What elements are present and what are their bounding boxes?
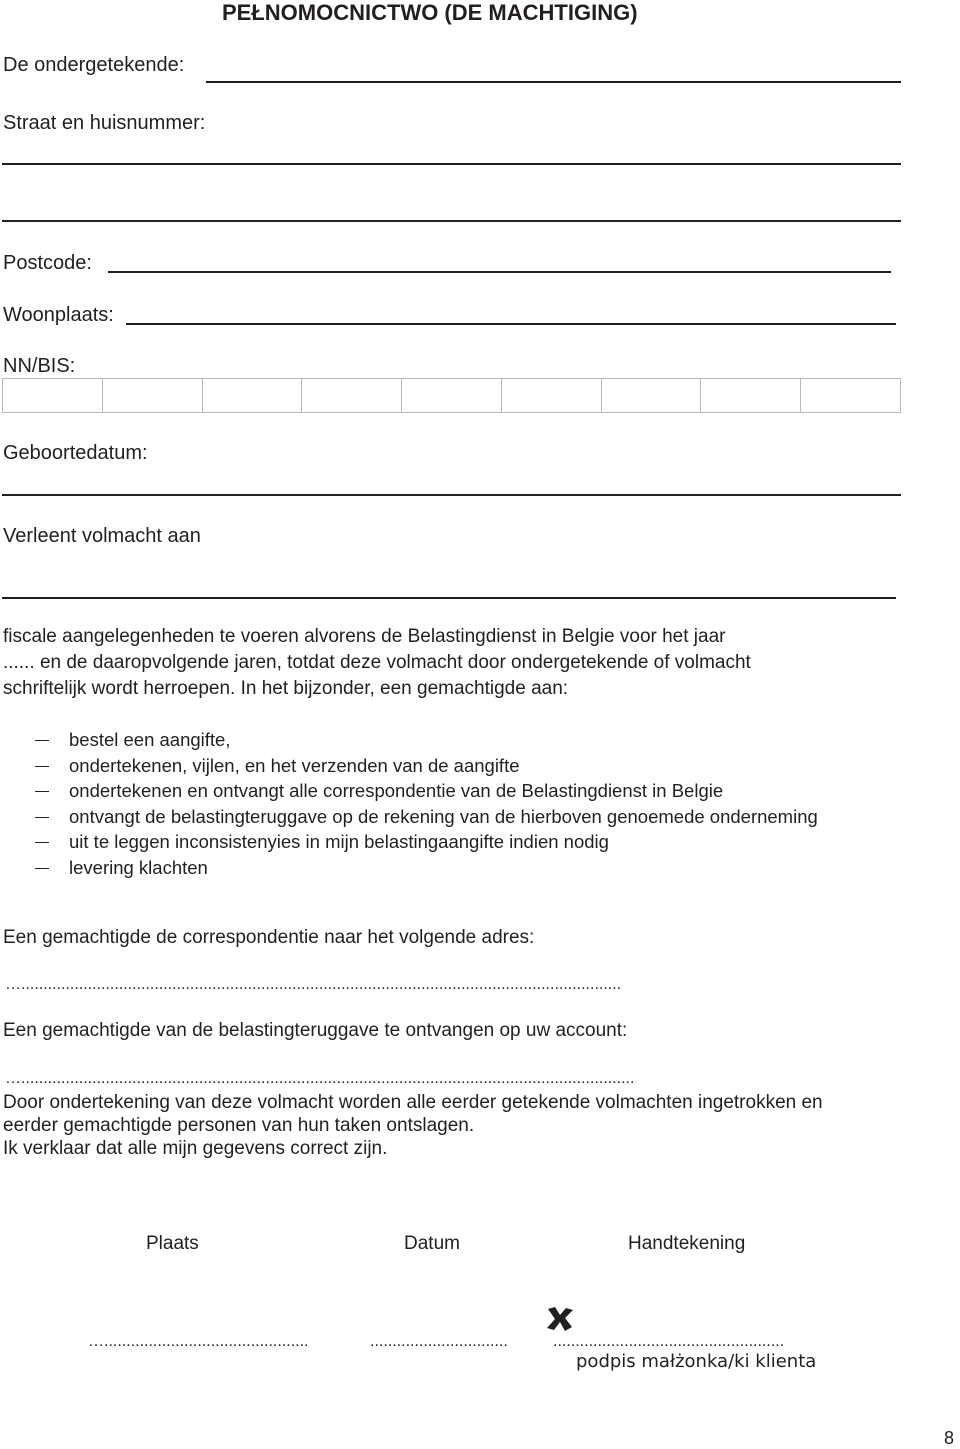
list-item: ontvangt de belastingteruggave op de rekening van de hierboven genoemede onderneming bbox=[35, 804, 818, 830]
list-item: uit te leggen inconsistenyies in mijn belastingaangifte indien nodig bbox=[35, 829, 818, 855]
signature-field[interactable]: .................................................... bbox=[553, 1333, 785, 1350]
nn-bis-boxes[interactable] bbox=[2, 378, 901, 413]
correspondence-label: Een gemachtigde de correspondentie naar het volgende adres: bbox=[3, 927, 535, 948]
nn-bis-box[interactable] bbox=[402, 379, 502, 412]
street-label: Straat en huisnummer: bbox=[3, 112, 206, 134]
street-line-1[interactable] bbox=[2, 163, 901, 165]
document-title: PEŁNOMOCNICTWO (DE MACHTIGING) bbox=[222, 0, 638, 25]
closing-line-2: eerder gemachtigde personen van hun taken ontslagen. bbox=[3, 1115, 475, 1136]
signature-label: Handtekening bbox=[628, 1233, 746, 1254]
nn-bis-box[interactable] bbox=[801, 379, 900, 412]
birthdate-line[interactable] bbox=[2, 494, 901, 496]
closing-line-1: Door ondertekening van deze volmacht worden alle eerder getekende volmachten ingetrokken en bbox=[3, 1092, 823, 1113]
city-label: Woonplaats: bbox=[3, 304, 114, 326]
place-label: Plaats bbox=[146, 1233, 199, 1254]
date-field[interactable]: ............................... bbox=[370, 1333, 508, 1350]
nn-bis-box[interactable] bbox=[701, 379, 801, 412]
correspondence-address-field[interactable]: …....................................................................................................................................... bbox=[5, 976, 622, 993]
closing-paragraph bbox=[3, 1091, 913, 1160]
mandate-line-1: fiscale aangelegenheden te voeren alvorens de Belastingdienst in Belgie voor het jaar bbox=[3, 626, 726, 647]
nn-bis-box[interactable] bbox=[3, 379, 103, 412]
nn-bis-box[interactable] bbox=[502, 379, 602, 412]
list-item: levering klachten bbox=[35, 855, 818, 881]
powers-list bbox=[35, 727, 818, 881]
nn-bis-box[interactable] bbox=[203, 379, 303, 412]
birthdate-label: Geboortedatum: bbox=[3, 442, 148, 464]
refund-label: Een gemachtigde van de belastingteruggave te ontvangen op uw account: bbox=[3, 1020, 628, 1041]
nn-bis-box[interactable] bbox=[103, 379, 203, 412]
date-label: Datum bbox=[404, 1233, 460, 1254]
list-item: ondertekenen, vijlen, en het verzenden van de aangifte bbox=[35, 753, 818, 779]
nn-bis-label: NN/BIS: bbox=[3, 355, 76, 377]
postcode-line[interactable] bbox=[108, 271, 891, 273]
list-item: ondertekenen en ontvangt alle correspondentie van de Belastingdienst in Belgie bbox=[35, 778, 818, 804]
cross-mark-icon bbox=[545, 1305, 575, 1333]
mandate-paragraph bbox=[3, 624, 913, 702]
signature-caption: podpis małżonka/ki klienta bbox=[576, 1351, 817, 1372]
undersigned-label: De ondergetekende: bbox=[3, 54, 185, 76]
grantee-line[interactable] bbox=[2, 597, 896, 599]
nn-bis-box[interactable] bbox=[302, 379, 402, 412]
nn-bis-box[interactable] bbox=[602, 379, 702, 412]
refund-account-field[interactable]: ….......................................................................................................................................... bbox=[5, 1070, 635, 1087]
mandate-line-3: schriftelijk wordt herroepen. In het bijzonder, een gemachtigde aan: bbox=[3, 678, 569, 699]
city-line[interactable] bbox=[126, 323, 896, 325]
page-number: 8 bbox=[943, 1428, 954, 1448]
closing-line-3: Ik verklaar dat alle mijn gegevens correct zijn. bbox=[3, 1138, 388, 1159]
list-item: bestel een aangifte, bbox=[35, 727, 818, 753]
place-field[interactable]: ….............................................. bbox=[88, 1333, 309, 1350]
postcode-label: Postcode: bbox=[3, 252, 92, 274]
undersigned-line[interactable] bbox=[206, 81, 901, 83]
grants-label: Verleent volmacht aan bbox=[3, 525, 201, 547]
street-line-2[interactable] bbox=[2, 220, 901, 222]
mandate-line-2: ...... en de daaropvolgende jaren, totdat deze volmacht door ondergetekende of volmacht bbox=[3, 652, 751, 673]
